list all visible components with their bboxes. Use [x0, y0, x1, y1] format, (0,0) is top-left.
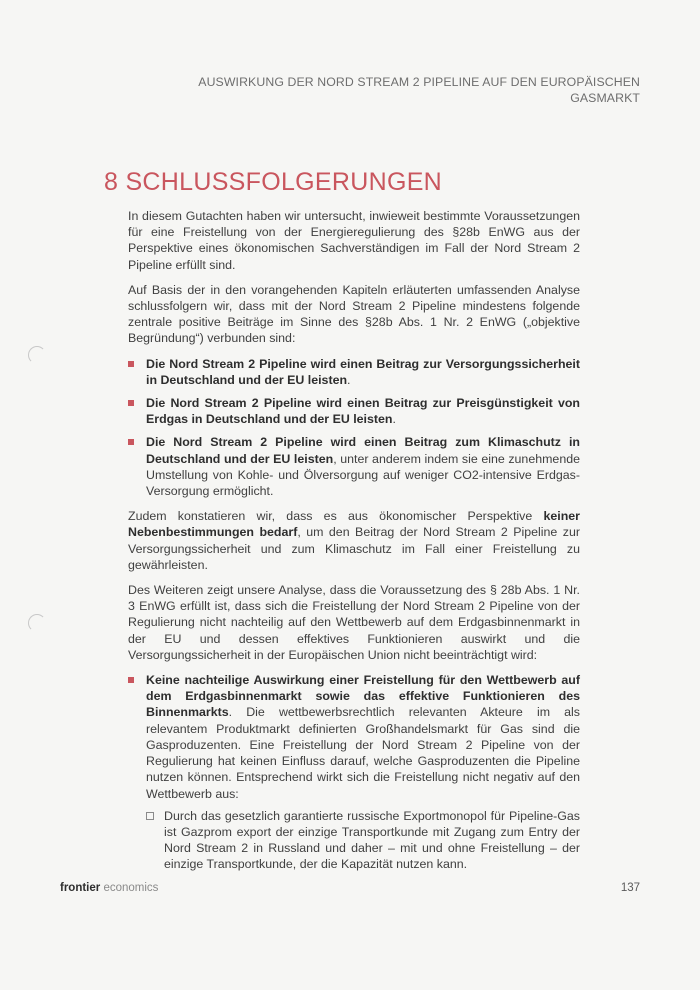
list-item — [128, 395, 580, 427]
paragraph-text: , um den Beitrag der Nord Stream 2 Pipeline zur Versorgungssicherheit und zum Klimaschutz im Fall einer Freistellung zu gewährleisten. — [128, 525, 580, 572]
checkbox-bullet-icon — [146, 812, 154, 820]
paragraph-voraussetzung: Des Weiteren zeigt unsere Analyse, dass die Voraussetzung des § 28b Abs. 1 Nr. 3 EnWG erfüllt ist, dass sich die Freistellung der Nord Stream 2 Pipeline von der Regulierung nicht nachteilig auf den Wettbewerb auf dem Erdgasbinnenmarkt in der EU und dessen effektives Funktionieren auswirkt und die Versorgungssicherheit in der Europäischen Union nicht beeinträchtigt wird: — [128, 583, 580, 662]
list-item — [128, 356, 580, 388]
chapter-title: 8 SCHLUSSFOLGERUNGEN — [104, 168, 443, 196]
punch-hole-mark — [28, 614, 46, 632]
list-item-text: . — [347, 372, 351, 387]
page-number: 137 — [620, 882, 640, 894]
paragraph-intro: In diesem Gutachten haben wir untersucht, inwieweit bestimmte Voraussetzungen für eine Freistellung von der Energieregulierung des §28b EnWG aus der Perspektive eines ökonomischen Sachverständigen im Fall der Nord Stream 2 Pipeline erfüllt sind. — [128, 209, 580, 272]
bullet-icon — [128, 439, 134, 445]
list-item-bold: Die Nord Stream 2 Pipeline wird einen Beitrag zum Klimaschutz in Deutschland und der EU leisten — [146, 435, 580, 466]
competition-list — [128, 672, 580, 872]
brand-frontier: frontier — [60, 882, 101, 894]
punch-hole-mark — [28, 346, 46, 364]
list-item-text: , unter anderem indem sie eine zunehmende Umstellung von Kohle- und Ölversorgung auf weniger CO2-intensive Erdgas-Versorgung ermöglicht. — [146, 451, 580, 499]
bullet-icon — [128, 361, 134, 367]
paragraph-nebenbestimmungen — [128, 508, 580, 573]
list-item-bold: Keine nachteilige Auswirkung einer Freistellung für den Wettbewerb auf dem Erdgasbinnenmarkt sowie das effektive Funktionieren des Binnenmarkts — [146, 673, 580, 720]
list-item-text: . Die wettbewerbsrechtlich relevanten Akteure im als relevantem Produktmarkt definierten Großhandelsmarkt für Gas sind die Gasproduzenten. Eine Freistellung der Nord Stream 2 Pipeline von der Regulierung hat keinen Einfluss darauf, welche Gasproduzenten die Pipeline nutzen können. Entsprechend wirkt sich die Freistellung nicht negativ auf den Wettbewerb aus: — [146, 705, 580, 801]
footer-brand — [60, 882, 158, 894]
list-item — [128, 672, 580, 872]
sub-list — [146, 808, 580, 873]
list-item-bold: Die Nord Stream 2 Pipeline wird einen Beitrag zur Versorgungssicherheit in Deutschland und der EU leisten — [146, 356, 580, 387]
contribution-list — [128, 356, 580, 500]
paragraph-basis: Auf Basis der in den vorangehenden Kapiteln erläuterten umfassenden Analyse schlussfolgern wir, dass mit der Nord Stream 2 Pipeline mindestens folgende zentrale positive Beiträge im Sinne des §28b Abs. 1 Nr. 2 EnWG („objektive Begründung“) verbunden sind: — [128, 282, 580, 346]
brand-economics: economics — [103, 882, 159, 894]
paragraph-text: Zudem konstatieren wir, dass es aus ökonomischer Perspektive — [128, 509, 544, 524]
sub-list-item-text: Durch das gesetzlich garantierte russische Exportmonopol für Pipeline-Gas ist Gazprom export der einzige Transportkunde mit Zugang zum Entry der Nord Stream 2 in Russland und daher – mit und ohne Freistellung – der einzige Transportkunde, der die Kapazität nutzen kann. — [164, 808, 580, 872]
paragraph-bold: keiner Nebenbestimmungen bedarf — [128, 509, 580, 540]
bullet-icon — [128, 400, 134, 406]
body-text — [128, 208, 580, 882]
list-item-text: . — [392, 412, 396, 427]
list-item-bold: Die Nord Stream 2 Pipeline wird einen Beitrag zur Preisgünstigkeit von Erdgas in Deutschland und der EU leisten — [146, 396, 580, 427]
running-header: AUSWIRKUNG DER NORD STREAM 2 PIPELINE AUF DEN EUROPÄISCHEN GASMARKT — [198, 75, 640, 105]
sub-list-item — [146, 808, 580, 873]
list-item — [128, 434, 580, 499]
bullet-icon — [128, 677, 134, 683]
